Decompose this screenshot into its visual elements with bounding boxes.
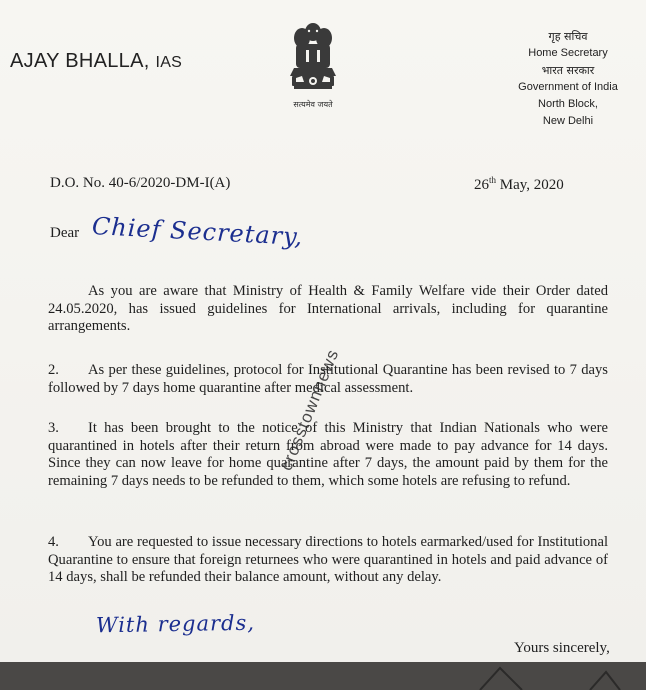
date-day: 26 bbox=[474, 177, 489, 193]
emblem-motto: सत्यमेव जयते bbox=[293, 100, 333, 109]
city: New Delhi bbox=[542, 115, 594, 127]
paragraph-4-text: You are requested to issue necessary directions to hotels earmarked/used for Institutional Quarantine to ensure that foreign returnees who were quarantined in hotels and paid advance of 14 days, shall be refunded their balance amount, without any delay. bbox=[48, 534, 608, 585]
paragraph-4-number: 4. bbox=[48, 534, 59, 550]
paragraph-2-number: 2. bbox=[48, 362, 59, 378]
paragraph-3 bbox=[48, 420, 608, 490]
sender-designation-block bbox=[500, 28, 636, 130]
date-suffix: th bbox=[489, 175, 497, 185]
paragraph-2-text: As per these guidelines, protocol for Institutional Quarantine has been revised to 7 days followed by 7 days home quarantine after medical assessment. bbox=[48, 362, 608, 396]
sender-suffix: IAS bbox=[155, 54, 183, 71]
closing-yours-sincerely: Yours sincerely, bbox=[514, 640, 610, 656]
date-month-year: May, 2020 bbox=[499, 177, 564, 193]
paragraph-3-number: 3. bbox=[48, 420, 59, 436]
office-address: North Block, bbox=[538, 98, 598, 110]
sender-name bbox=[10, 50, 182, 73]
bottom-shadow-strip bbox=[0, 662, 646, 690]
salutation-dear: Dear bbox=[50, 225, 80, 241]
handwritten-salutation: Chief Secretary, bbox=[91, 212, 304, 252]
paragraph-4 bbox=[48, 534, 608, 587]
title-english: Home Secretary bbox=[528, 47, 608, 59]
paragraph-1: As you are aware that Ministry of Health & Family Welfare vide their Order dated 24.05.2020, has issued guidelines for International arrivals, including for quarantine arrangements. bbox=[48, 283, 608, 334]
org-english: Government of India bbox=[518, 81, 618, 93]
sender-name-text: AJAY BHALLA, bbox=[10, 50, 150, 72]
letter-date bbox=[474, 175, 564, 194]
bottom-strip-marks bbox=[0, 662, 646, 690]
org-hindi: भारत सरकार bbox=[541, 64, 595, 77]
title-hindi: गृह सचिव bbox=[548, 30, 588, 43]
handwritten-regards: With regards, bbox=[95, 610, 256, 638]
watermark: crosstownnews bbox=[276, 346, 343, 474]
paragraph-3-text: It has been brought to the notice of this Ministry that Indian Nationals who were quarantined in hotels after their return from abroad were made to pay advance for 14 days. Since they can now leave for home quarantine after 7 days, the amount paid by them for the remaining 7 days needs to be refunded to them, which some hotels are refusing to refund. bbox=[48, 420, 608, 489]
reference-number: D.O. No. 40-6/2020-DM-I(A) bbox=[50, 175, 231, 191]
